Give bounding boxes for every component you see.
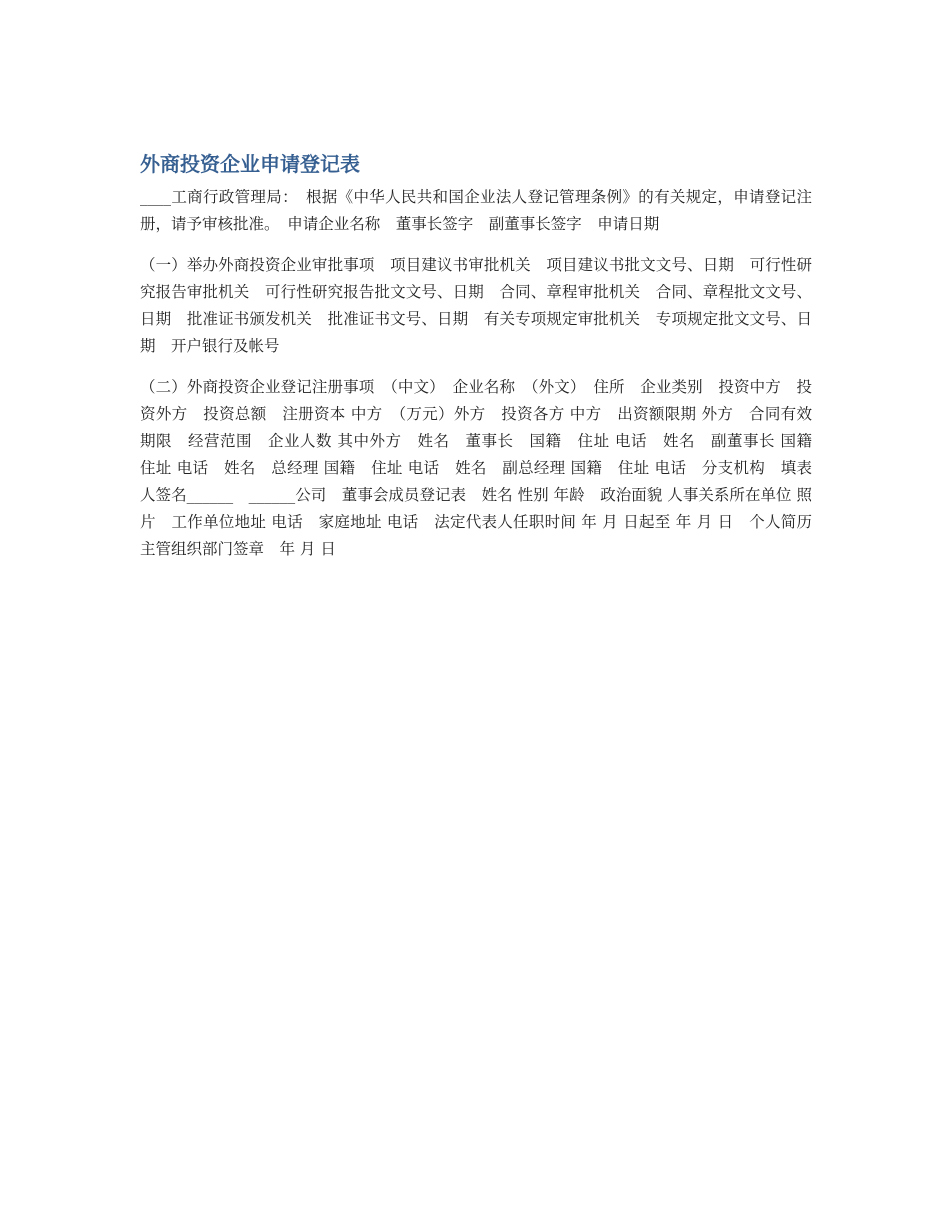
document-title: 外商投资企业申请登记表 (140, 152, 360, 176)
paragraph-intro: ____工商行政管理局： 根据《中华人民共和国企业法人登记管理条例》的有关规定，申请登记注册，请予审核批准。 申请企业名称 董事长签字 副董事长签字 申请日期 (140, 188, 812, 233)
document-page (140, 148, 828, 577)
paragraph-registration-items: （二）外商投资企业登记注册事项 （中文） 企业名称 （外文） 住所 企业类别 投资中方 投资外方 投资总额 注册资本 中方 （万元）外方 投资各方 中方 出资额限期 外方 合同有效期限 经营范围 企业人数 其中外方 姓名 董事长 国籍 住址 电话 姓名 副董事长 国籍 住址 电话 姓名 总经理 国籍 住址 电话 姓名 副总经理 国籍 住址 电话 分支机构 填表人签名______ ______公司 董事会成员登记表 姓名 性别 年龄 政治面貌 人事关系所在单位 照片 工作单位地址 电话 家庭地址 电话 法定代表人任职时间 年 月 日起至 年 月 日 个人简历 主管组织部门签章 年 月 日 (140, 378, 828, 558)
paragraph-approval-items: （一）举办外商投资企业审批事项 项目建议书审批机关 项目建议书批文文号、日期 可行性研究报告审批机关 可行性研究报告批文文号、日期 合同、章程审批机关 合同、章程批文文号、日期 批准证书颁发机关 批准证书文号、日期 有关专项规定审批机关 专项规定批文文号、日期 开户银行及帐号 (140, 256, 812, 355)
